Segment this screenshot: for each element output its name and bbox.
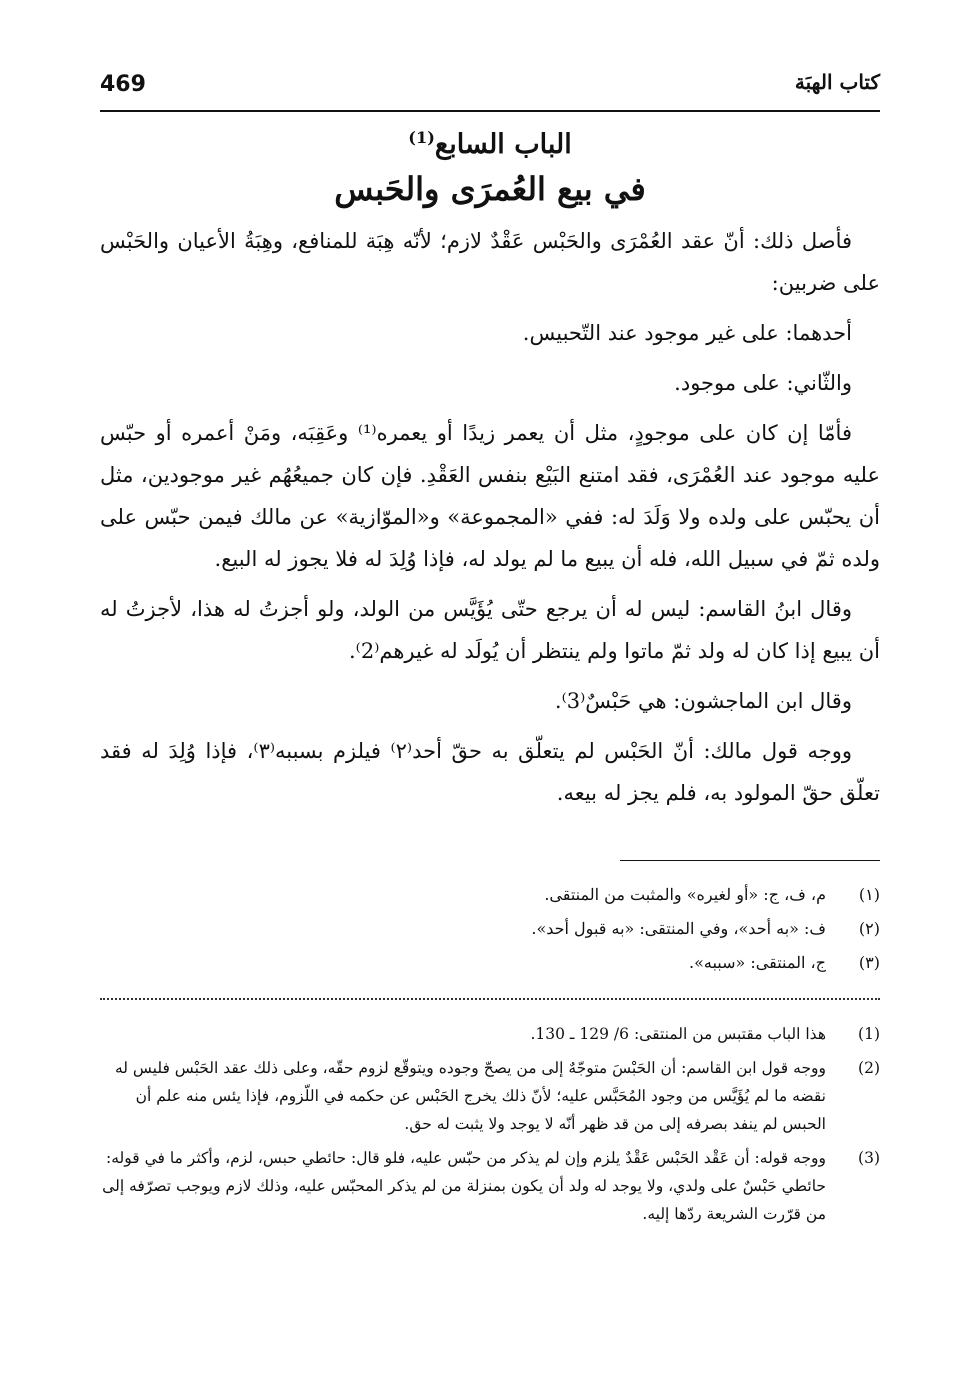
page-number: 469 [100,72,146,97]
paragraph: فأصل ذلك: أنّ عقد العُمْرَى والحَبْس عَقْدٌ لازم؛ لأنّه هِبَة للمنافع، وهِبَةُ الأعيان والحَبْس على ضربين: [100,229,880,295]
footnote-number: (٣) [858,953,880,972]
footnote-number: (2) [858,1059,880,1077]
footnote-separator [620,860,880,861]
chapter-title-text: الباب السابع [434,129,572,160]
footnote-text: م، ف، ج: «أو لغيره» والمثبت من المنتقى. [544,885,826,904]
footnote [100,1144,880,1228]
variant-footnotes [100,878,880,980]
paragraph: ووجه قول مالك: أنّ الحَبْس لم يتعلّق به حقّ أحد⁽٢⁾ فيلزم بسببه⁽٣⁾، فإذا وُلِدَ له فقد تعلّق حقّ المولود به، فلم يجز له بيعه. [100,739,880,805]
chapter-title [100,128,880,160]
chapter-subject: في بيع العُمرَى والحَبس [334,170,646,208]
paragraph: فأمّا إن كان على موجودٍ، مثل أن يعمر زيدًا أو يعمره⁽¹⁾ وعَقِبَه، ومَنْ أعمره أو حبّس عليه موجود عند العُمْرَى، فقد امتنع البَيْع بنفس العَقْدِ. فإن كان جميعُهُم غير موجودين، مثل أن يحبّس على ولده ولا وَلَدَ له: ففي «المجموعة» و«الموّازية» عن مالك فيمن حبّس على ولده ثمّ في سبيل الله، فله أن يبيع ما لم يولد له، فإذا وُلِدَ له فلا يجوز له البيع. [100,421,880,571]
footnote [100,912,880,946]
footnote [100,1020,880,1048]
page-header [100,70,880,104]
header-rule [100,110,880,112]
paragraph: وقال ابن الماجشون: هي حَبْسٌ⁽3⁾. [554,689,852,713]
paragraph: أحدهما: على غير موجود عند التّحبيس. [522,321,852,345]
footnote-number: (٢) [858,919,880,938]
footnote-text: هذا الباب مقتبس من المنتقى: 6/ 129 ـ 130. [530,1025,826,1043]
footnote-number: (١) [858,885,880,904]
footnote [100,1054,880,1138]
footnote [100,946,880,980]
footnote-number: (3) [858,1149,880,1167]
footnote-text: ووجه قول ابن القاسم: أن الحَبْسَ متوجّهٌ إلى من يصحّ وجوده ويتوقّع لزوم حقّه، وعلى ذلك عقد الحَبْس فليس له نقضه ما لم يُؤَيَّس من وجود المُحَبَّس عليه؛ لأنّ ذلك يخرج الحَبْس عن حكمه في اللّزوم، فإذا يئس منه علم أن الحبس لم ينفد بصرفه إلى من قد ظهر أنّه لا يوجد ولا يثبت له حق. [114,1059,826,1133]
chapter-footnote-ref: (1) [408,128,435,147]
footnote-text: ووجه قوله: أن عَقْد الحَبْس عَقْدٌ يلزم وإن لم يذكر من حبّس عليه، فلو قال: حائطي حبس، لزم، وأكثر ما في قوله: حائطي حَبْسٌ على ولدي، ولا يوجد له ولد أن يكون بمنزلة من لم يذكر المحبّس عليه، وذلك لازم ويوجب تصرّفه إلى من قرّرت الشريعة ردّها إليه. [102,1149,826,1223]
main-text [100,220,880,822]
book-page [100,60,880,1320]
footnote-number: (1) [858,1025,880,1043]
footnote-text: ف: «به أحد»، وفي المنتقى: «به قبول أحد». [531,919,826,938]
dotted-separator [100,998,880,1000]
editor-footnotes [100,1020,880,1234]
paragraph: وقال ابنُ القاسم: ليس له أن يرجع حتّى يُؤَيَّس من الولد، ولو أجزتُ له هذا، لأجزتُ له أن يبيع إذا كان له ولد ثمّ ماتوا ولم ينتظر أن يُولَد له غيرهم⁽2⁾. [100,597,880,663]
paragraph: والثّاني: على موجود. [674,371,852,395]
footnote-text: ج، المنتقى: «سببه». [688,953,826,972]
running-title: كتاب الهبَة [794,70,880,94]
footnote [100,878,880,912]
